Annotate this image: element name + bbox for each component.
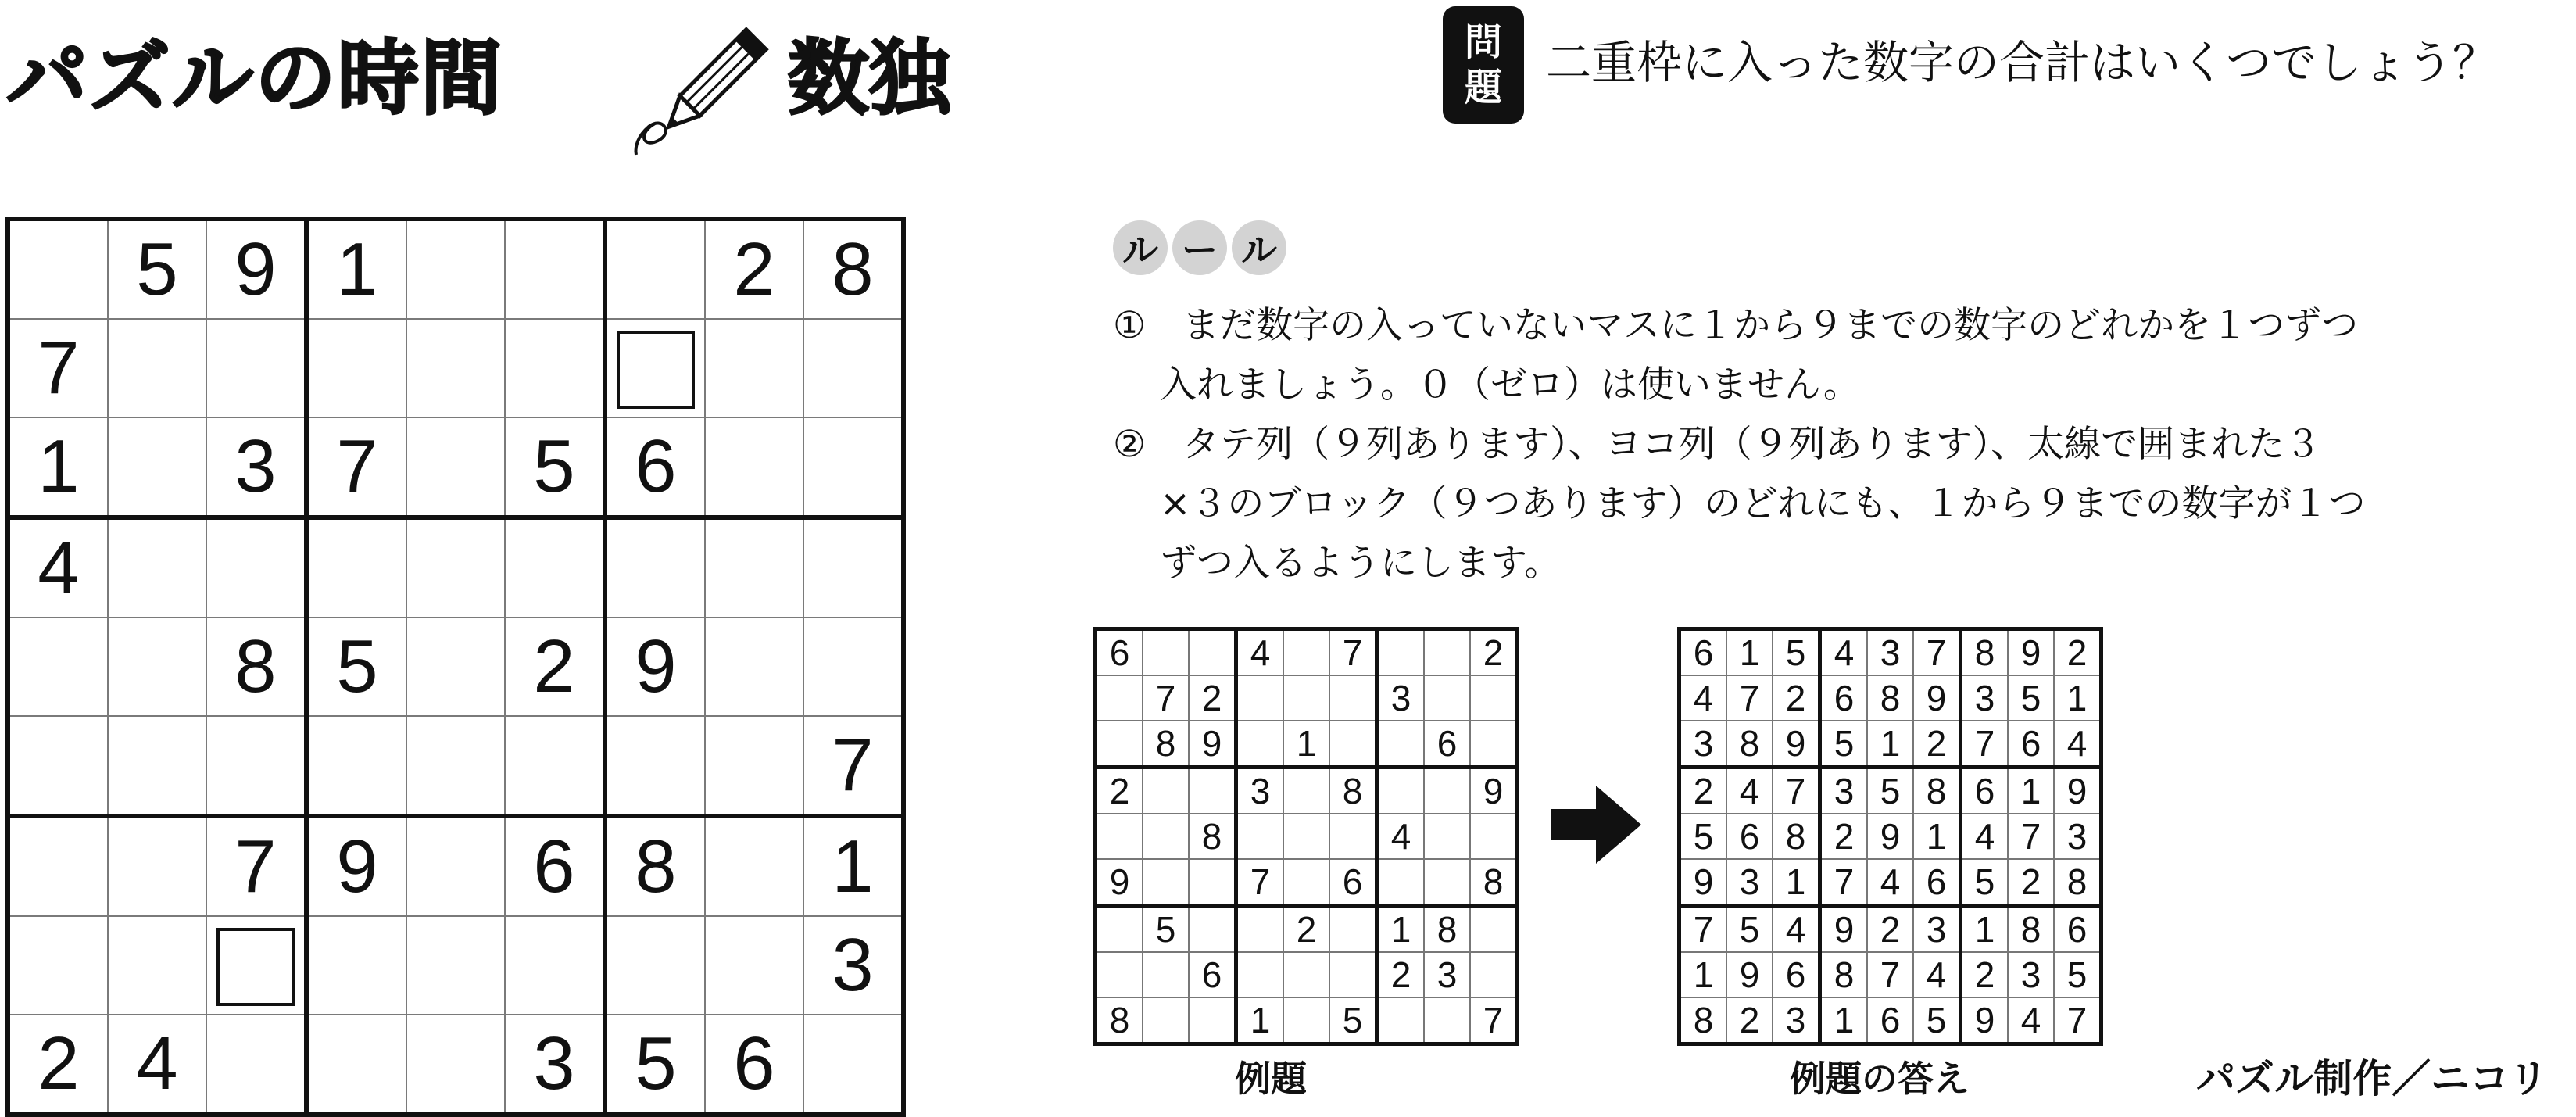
rule-line: ずつ入るようにします。 [1160, 542, 1562, 585]
given-cell: 8 [1913, 768, 1961, 814]
given-cell: 3 [2054, 814, 2102, 859]
given-cell: 4 [8, 517, 108, 618]
given-cell: 7 [1773, 768, 1820, 814]
empty-cell[interactable] [108, 417, 206, 517]
empty-cell[interactable] [1470, 675, 1518, 721]
given-cell: 7 [1680, 906, 1727, 953]
grid-row [1096, 721, 1518, 768]
given-cell: 1 [8, 417, 108, 517]
given-cell: 9 [1726, 952, 1773, 997]
given-cell: 8 [1189, 814, 1236, 859]
empty-cell[interactable] [705, 319, 803, 417]
given-cell: 8 [1470, 859, 1518, 906]
example-grid [1093, 627, 1519, 1046]
empty-cell[interactable] [505, 517, 605, 618]
empty-cell[interactable] [505, 219, 605, 319]
given-cell: 3 [1820, 768, 1868, 814]
empty-cell[interactable] [108, 816, 206, 916]
empty-cell[interactable] [705, 916, 803, 1015]
sudoku-puzzle-grid [5, 217, 906, 1117]
grid-row [1096, 906, 1518, 953]
grid-row [8, 916, 903, 1015]
empty-cell[interactable] [1236, 721, 1284, 768]
answer-caption: 例題の答え [1790, 1058, 1970, 1100]
double-frame-cell[interactable] [206, 916, 306, 1015]
given-cell: 8 [1143, 721, 1189, 768]
given-cell: 8 [1726, 721, 1773, 768]
empty-cell[interactable] [1329, 721, 1377, 768]
empty-cell[interactable] [306, 517, 406, 618]
empty-cell[interactable] [206, 716, 306, 816]
empty-cell[interactable] [8, 816, 108, 916]
given-cell: 5 [1867, 768, 1913, 814]
empty-cell[interactable] [705, 816, 803, 916]
given-cell: 6 [1096, 629, 1143, 676]
given-cell: 6 [2008, 721, 2054, 768]
empty-cell[interactable] [1470, 952, 1518, 997]
empty-cell[interactable] [306, 916, 406, 1015]
empty-cell[interactable] [206, 319, 306, 417]
pencil-icon [631, 23, 780, 156]
given-cell: 7 [1867, 952, 1913, 997]
puzzle-credit: パズル制作／ニコリ [2196, 1056, 2548, 1101]
given-cell: 3 [803, 916, 903, 1015]
empty-cell[interactable] [1143, 629, 1189, 676]
given-cell: 6 [1424, 721, 1470, 768]
empty-cell[interactable] [306, 319, 406, 417]
given-cell: 5 [1913, 997, 1961, 1044]
rule-line: ② タテ列（９列あります）、ヨコ列（９列あります）、太線で囲まれた３ [1113, 423, 2322, 466]
given-cell: 1 [1961, 906, 2009, 953]
given-cell: 3 [1961, 675, 2009, 721]
empty-cell[interactable] [803, 618, 903, 716]
grid-row [1680, 859, 2102, 906]
empty-cell[interactable] [8, 916, 108, 1015]
given-cell: 7 [803, 716, 903, 816]
empty-cell[interactable] [1377, 997, 1425, 1044]
given-cell: 6 [1913, 859, 1961, 906]
empty-cell[interactable] [1283, 768, 1329, 814]
empty-cell[interactable] [1096, 675, 1143, 721]
empty-cell[interactable] [406, 1015, 505, 1115]
empty-cell[interactable] [1236, 675, 1284, 721]
given-cell: 6 [1820, 675, 1868, 721]
empty-cell[interactable] [1096, 952, 1143, 997]
given-cell: 9 [1820, 906, 1868, 953]
grid-row [1680, 997, 2102, 1044]
grid-row [8, 816, 903, 916]
given-cell: 5 [1726, 906, 1773, 953]
given-cell: 2 [1867, 906, 1913, 953]
given-cell: 6 [1726, 814, 1773, 859]
empty-cell[interactable] [1329, 675, 1377, 721]
empty-cell[interactable] [1236, 952, 1284, 997]
given-cell: 9 [1680, 859, 1727, 906]
puzzle-logo [6, 23, 999, 156]
empty-cell[interactable] [1470, 906, 1518, 953]
empty-cell[interactable] [1189, 997, 1236, 1044]
empty-cell[interactable] [406, 319, 505, 417]
given-cell: 5 [2054, 952, 2102, 997]
logo-title: パズルの時間 [6, 30, 504, 126]
grid-row [1096, 997, 1518, 1044]
given-cell: 2 [2054, 629, 2102, 676]
given-cell: 2 [1680, 768, 1727, 814]
given-cell: 2 [1773, 675, 1820, 721]
empty-cell[interactable] [206, 1015, 306, 1115]
given-cell: 3 [1773, 997, 1820, 1044]
given-cell: 5 [1820, 721, 1868, 768]
given-cell: 9 [2054, 768, 2102, 814]
given-cell: 8 [1329, 768, 1377, 814]
given-cell: 5 [605, 1015, 705, 1115]
given-cell: 1 [1773, 859, 1820, 906]
empty-cell[interactable] [1329, 906, 1377, 953]
empty-cell[interactable] [1424, 814, 1470, 859]
given-cell: 4 [2054, 721, 2102, 768]
given-cell: 3 [1424, 952, 1470, 997]
given-cell: 7 [206, 816, 306, 916]
empty-cell[interactable] [1377, 859, 1425, 906]
empty-cell[interactable] [1470, 721, 1518, 768]
given-cell: 7 [1820, 859, 1868, 906]
empty-cell[interactable] [1143, 768, 1189, 814]
given-cell: 5 [1680, 814, 1727, 859]
grid-row [8, 417, 903, 517]
given-cell: 6 [1961, 768, 2009, 814]
right-arrow-icon [1551, 786, 1641, 864]
given-cell: 9 [1961, 997, 2009, 1044]
empty-cell[interactable] [306, 1015, 406, 1115]
given-cell: 2 [2008, 859, 2054, 906]
given-cell: 2 [1820, 814, 1868, 859]
given-cell: 7 [1913, 629, 1961, 676]
grid-row [1680, 675, 2102, 721]
given-cell: 8 [1680, 997, 1727, 1044]
empty-cell[interactable] [1377, 768, 1425, 814]
given-cell: 9 [1867, 814, 1913, 859]
given-cell: 1 [1820, 997, 1868, 1044]
empty-cell[interactable] [108, 618, 206, 716]
empty-cell[interactable] [1096, 721, 1143, 768]
given-cell: 4 [108, 1015, 206, 1115]
given-cell: 1 [1283, 721, 1329, 768]
given-cell: 5 [1329, 997, 1377, 1044]
given-cell: 3 [1377, 675, 1425, 721]
given-cell: 5 [1143, 906, 1189, 953]
empty-cell[interactable] [803, 319, 903, 417]
empty-cell[interactable] [605, 916, 705, 1015]
empty-cell[interactable] [406, 916, 505, 1015]
grid-row [1096, 859, 1518, 906]
given-cell: 8 [1961, 629, 2009, 676]
empty-cell[interactable] [803, 417, 903, 517]
empty-cell[interactable] [1096, 906, 1143, 953]
grid-row [1680, 768, 2102, 814]
empty-cell[interactable] [803, 1015, 903, 1115]
given-cell: 8 [206, 618, 306, 716]
given-cell: 2 [1470, 629, 1518, 676]
given-cell: 8 [1096, 997, 1143, 1044]
given-cell: 6 [1680, 629, 1727, 676]
given-cell: 3 [2008, 952, 2054, 997]
grid-row [8, 219, 903, 319]
grid-row [1680, 952, 2102, 997]
double-frame-box[interactable] [216, 928, 295, 1006]
given-cell: 7 [1236, 859, 1284, 906]
logo-subtitle: 数独 [788, 30, 951, 126]
given-cell: 6 [1329, 859, 1377, 906]
empty-cell[interactable] [406, 716, 505, 816]
empty-cell[interactable] [406, 816, 505, 916]
given-cell: 2 [8, 1015, 108, 1115]
given-cell: 1 [2054, 675, 2102, 721]
given-cell: 3 [1913, 906, 1961, 953]
empty-cell[interactable] [8, 716, 108, 816]
given-cell: 5 [306, 618, 406, 716]
given-cell: 7 [306, 417, 406, 517]
given-cell: 9 [206, 219, 306, 319]
empty-cell[interactable] [1377, 721, 1425, 768]
empty-cell[interactable] [406, 219, 505, 319]
example-answer-grid [1677, 627, 2103, 1046]
given-cell: 2 [1961, 952, 2009, 997]
empty-cell[interactable] [1143, 814, 1189, 859]
given-cell: 2 [505, 618, 605, 716]
grid-row [1096, 952, 1518, 997]
given-cell: 3 [1726, 859, 1773, 906]
empty-cell[interactable] [1143, 997, 1189, 1044]
empty-cell[interactable] [505, 716, 605, 816]
empty-cell[interactable] [108, 916, 206, 1015]
given-cell: 9 [1773, 721, 1820, 768]
given-cell: 5 [505, 417, 605, 517]
rule-line: ① まだ数字の入っていないマスに１から９までの数字のどれかを１つずつ [1113, 304, 2359, 347]
given-cell: 6 [1867, 997, 1913, 1044]
grid-row [8, 517, 903, 618]
empty-cell[interactable] [306, 716, 406, 816]
given-cell: 7 [1143, 675, 1189, 721]
empty-cell[interactable] [705, 618, 803, 716]
empty-cell[interactable] [1283, 675, 1329, 721]
grid-row [8, 716, 903, 816]
empty-cell[interactable] [705, 417, 803, 517]
given-cell: 3 [206, 417, 306, 517]
empty-cell[interactable] [705, 517, 803, 618]
empty-cell[interactable] [1283, 859, 1329, 906]
empty-cell[interactable] [1189, 768, 1236, 814]
given-cell: 9 [1913, 675, 1961, 721]
empty-cell[interactable] [8, 219, 108, 319]
given-cell: 8 [2008, 906, 2054, 953]
empty-cell[interactable] [605, 716, 705, 816]
rule-line: 入れましょう。０（ゼロ）は使いません。 [1160, 363, 1860, 406]
empty-cell[interactable] [1236, 906, 1284, 953]
grid-row [1680, 721, 2102, 768]
empty-cell[interactable] [1189, 859, 1236, 906]
empty-cell[interactable] [1424, 859, 1470, 906]
given-cell: 6 [1773, 952, 1820, 997]
grid-row [1096, 629, 1518, 676]
given-cell: 7 [8, 319, 108, 417]
empty-cell[interactable] [1143, 952, 1189, 997]
empty-cell[interactable] [705, 716, 803, 816]
given-cell: 1 [1867, 721, 1913, 768]
grid-row [1096, 768, 1518, 814]
empty-cell[interactable] [505, 319, 605, 417]
given-cell: 8 [1820, 952, 1868, 997]
given-cell: 7 [1961, 721, 2009, 768]
rule-label-char: ー [1172, 220, 1227, 275]
grid-row [8, 1015, 903, 1115]
grid-row [1096, 814, 1518, 859]
given-cell: 9 [605, 618, 705, 716]
given-cell: 5 [1961, 859, 2009, 906]
given-cell: 1 [1236, 997, 1284, 1044]
given-cell: 7 [1470, 997, 1518, 1044]
given-cell: 4 [2008, 997, 2054, 1044]
question-text: 二重枠に入った数字の合計はいくつでしょう？ [1546, 36, 2499, 89]
given-cell: 9 [1096, 859, 1143, 906]
empty-cell[interactable] [1424, 629, 1470, 676]
given-cell: 4 [1377, 814, 1425, 859]
given-cell: 1 [1726, 629, 1773, 676]
given-cell: 8 [1424, 906, 1470, 953]
given-cell: 4 [1867, 859, 1913, 906]
rule-label-char: ル [1232, 220, 1286, 275]
empty-cell[interactable] [1189, 906, 1236, 953]
given-cell: 6 [1189, 952, 1236, 997]
empty-cell[interactable] [108, 319, 206, 417]
empty-cell[interactable] [1283, 629, 1329, 676]
given-cell: 6 [605, 417, 705, 517]
given-cell: 7 [1726, 675, 1773, 721]
given-cell: 8 [1773, 814, 1820, 859]
empty-cell[interactable] [1424, 768, 1470, 814]
empty-cell[interactable] [803, 517, 903, 618]
empty-cell[interactable] [406, 517, 505, 618]
empty-cell[interactable] [108, 716, 206, 816]
given-cell: 2 [1283, 906, 1329, 953]
question-badge-char: 問 [1464, 20, 1502, 64]
given-cell: 2 [705, 219, 803, 319]
given-cell: 3 [505, 1015, 605, 1115]
empty-cell[interactable] [605, 517, 705, 618]
given-cell: 6 [505, 816, 605, 916]
given-cell: 5 [2008, 675, 2054, 721]
given-cell: 5 [108, 219, 206, 319]
given-cell: 8 [2054, 859, 2102, 906]
empty-cell[interactable] [1424, 675, 1470, 721]
grid-row [1680, 629, 2102, 676]
grid-row [1680, 814, 2102, 859]
given-cell: 7 [2054, 997, 2102, 1044]
rule-line: ×３のブロック（９つあります）のどれにも、１から９までの数字が１つ [1160, 482, 2366, 525]
given-cell: 8 [1867, 675, 1913, 721]
question-badge-char: 題 [1464, 66, 1502, 109]
empty-cell[interactable] [1283, 952, 1329, 997]
given-cell: 9 [2008, 629, 2054, 676]
given-cell: 4 [1913, 952, 1961, 997]
rule-label [1113, 220, 1286, 275]
given-cell: 6 [2054, 906, 2102, 953]
empty-cell[interactable] [505, 916, 605, 1015]
given-cell: 2 [1189, 675, 1236, 721]
given-cell: 3 [1867, 629, 1913, 676]
given-cell: 1 [1680, 952, 1727, 997]
empty-cell[interactable] [1470, 814, 1518, 859]
given-cell: 2 [1096, 768, 1143, 814]
given-cell: 2 [1726, 997, 1773, 1044]
empty-cell[interactable] [1189, 629, 1236, 676]
given-cell: 7 [2008, 814, 2054, 859]
empty-cell[interactable] [406, 618, 505, 716]
given-cell: 9 [1470, 768, 1518, 814]
given-cell: 1 [803, 816, 903, 916]
empty-cell[interactable] [1283, 997, 1329, 1044]
given-cell: 8 [605, 816, 705, 916]
given-cell: 1 [306, 219, 406, 319]
empty-cell[interactable] [1329, 814, 1377, 859]
question-badge [1443, 6, 1524, 124]
grid-row [1680, 906, 2102, 953]
empty-cell[interactable] [8, 618, 108, 716]
grid-row [8, 319, 903, 417]
given-cell: 4 [1236, 629, 1284, 676]
given-cell: 3 [1680, 721, 1727, 768]
empty-cell[interactable] [1283, 814, 1329, 859]
given-cell: 3 [1236, 768, 1284, 814]
grid-row [8, 618, 903, 716]
empty-cell[interactable] [1377, 629, 1425, 676]
given-cell: 7 [1329, 629, 1377, 676]
empty-cell[interactable] [1424, 997, 1470, 1044]
empty-cell[interactable] [605, 219, 705, 319]
grid-row [1096, 675, 1518, 721]
example-caption: 例題 [1235, 1058, 1307, 1100]
given-cell: 6 [705, 1015, 803, 1115]
given-cell: 4 [1726, 768, 1773, 814]
rule-label-char: ル [1113, 220, 1168, 275]
given-cell: 1 [1377, 906, 1425, 953]
double-frame-box[interactable] [617, 331, 695, 409]
empty-cell[interactable] [1096, 814, 1143, 859]
empty-cell[interactable] [406, 417, 505, 517]
given-cell: 9 [1189, 721, 1236, 768]
empty-cell[interactable] [1143, 859, 1189, 906]
given-cell: 4 [1961, 814, 2009, 859]
empty-cell[interactable] [1329, 952, 1377, 997]
given-cell: 8 [803, 219, 903, 319]
given-cell: 1 [2008, 768, 2054, 814]
given-cell: 5 [1773, 629, 1820, 676]
given-cell: 9 [306, 816, 406, 916]
given-cell: 4 [1820, 629, 1868, 676]
given-cell: 1 [1913, 814, 1961, 859]
given-cell: 4 [1680, 675, 1727, 721]
given-cell: 4 [1773, 906, 1820, 953]
given-cell: 2 [1377, 952, 1425, 997]
empty-cell[interactable] [108, 517, 206, 618]
given-cell: 2 [1913, 721, 1961, 768]
empty-cell[interactable] [1236, 814, 1284, 859]
empty-cell[interactable] [206, 517, 306, 618]
double-frame-cell[interactable] [605, 319, 705, 417]
